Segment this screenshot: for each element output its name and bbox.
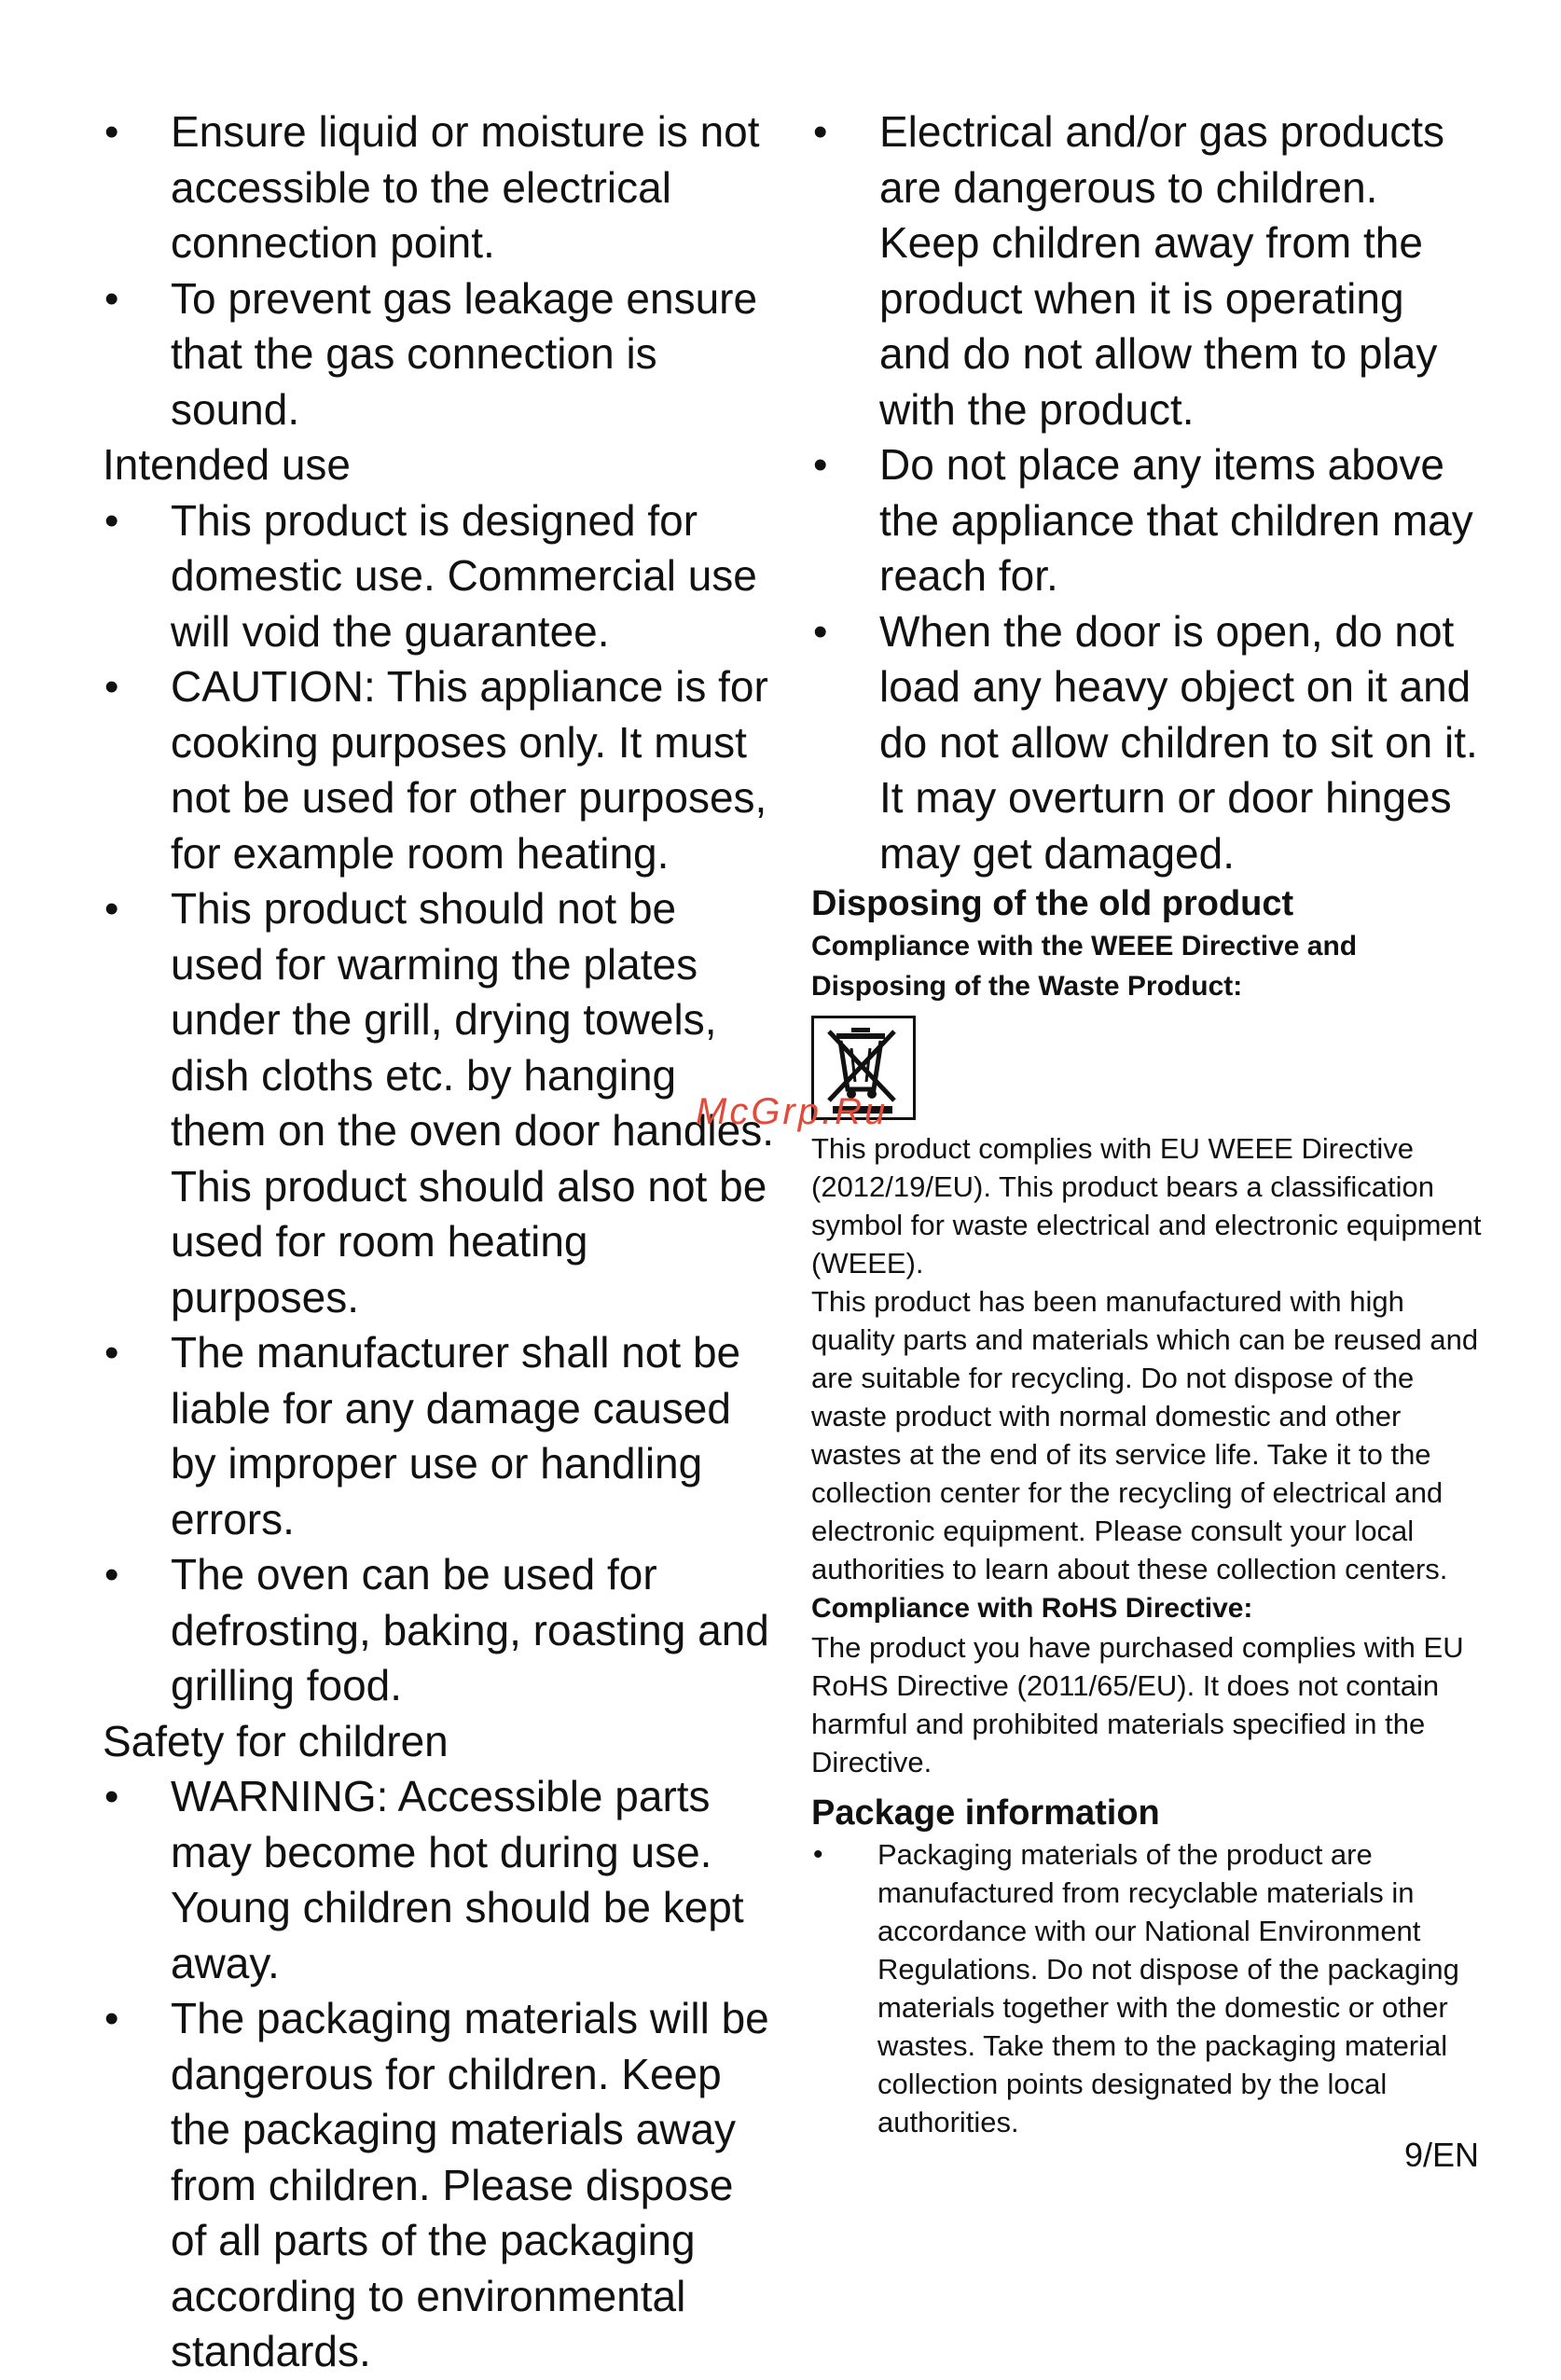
weee-subheading: Compliance with the WEEE Directive and Disposing of the Waste Product: (811, 931, 1358, 1002)
list-item-text: The manufacturer shall not be liable for any damage caused by improper use or handling errors. (171, 1328, 741, 1543)
bullet: • (104, 886, 119, 932)
list-item-text: This product should not be used for warming the plates under the grill, drying towels, dish cloths etc. by hanging them on the oven door handles. This product should also not be used for room heating purposes. (171, 884, 775, 1321)
bullet: • (813, 109, 828, 155)
list-item (103, 1325, 774, 1547)
list-item (103, 1991, 774, 2380)
list-item-text: CAUTION: This appliance is for cooking purposes only. It must not be used for other purposes, for example room heating. (171, 662, 768, 878)
list-item-text: Packaging materials of the product are manufactured from recyclable materials in accordance with our National Environment Regulations. Do not dispose of the packaging materials together with the domestic or other wastes. Take them to the packaging material collection points designated by the local authorities. (877, 1838, 1459, 2138)
bullet: • (104, 1330, 119, 1376)
safety-heading: Safety for children (103, 1716, 449, 1765)
rohs-subheading: Compliance with RoHS Directive: (811, 1593, 1253, 1624)
list-item (811, 104, 1483, 437)
bullet: • (104, 1996, 119, 2041)
disposing-heading: Disposing of the old product (811, 884, 1294, 923)
list-item (811, 604, 1483, 882)
rohs-paragraph: The product you have purchased complies with EU RoHS Directive (2011/65/EU). It does not contain harmful and prohibited materials specified in the Directive. (811, 1631, 1464, 1778)
watermark: McGrp.Ru (696, 1091, 889, 1132)
list-item (103, 271, 774, 438)
bullet: • (104, 497, 119, 544)
weee-paragraph-1: This product complies with EU WEEE Directive (2012/19/EU). This product bears a classification symbol for waste electrical and electronic equipment (WEEE). (811, 1132, 1482, 1280)
list-item (103, 659, 774, 881)
bullet: • (104, 664, 119, 710)
list-item-text: Electrical and/or gas products are dangerous to children. Keep children away from the product when it is operating and do not allow them to play with the product. (879, 107, 1444, 434)
bullet: • (813, 608, 828, 655)
bullet: • (104, 109, 119, 155)
package-heading: Package information (811, 1793, 1160, 1833)
list-item-text: When the door is open, do not load any heavy object on it and do not allow children to sit on it. It may overturn or door hinges may get damaged. (879, 606, 1478, 878)
list-item (103, 1769, 774, 1991)
bullet: • (813, 442, 828, 488)
list-item-text: To prevent gas leakage ensure that the gas connection is sound. (171, 273, 758, 434)
bullet: • (104, 1552, 119, 1598)
right-column (811, 104, 1483, 2141)
list-item-text: The packaging materials will be dangerous for children. Keep the packaging materials away from children. Please dispose of all parts of the packaging according to environmental standards. (171, 1994, 769, 2375)
bullet: • (813, 1839, 823, 1870)
list-item (103, 1547, 774, 1714)
list-item-text: WARNING: Accessible parts may become hot during use. Young children should be kept away. (171, 1772, 744, 1987)
list-item (811, 437, 1483, 604)
bullet: • (104, 1774, 119, 1820)
list-item (811, 1835, 1483, 2141)
list-item-text: Do not place any items above the appliance that children may reach for. (879, 440, 1473, 600)
page-number: 9/EN (1404, 2136, 1480, 2174)
list-item-text: This product is designed for domestic use. Commercial use will void the guarantee. (171, 495, 757, 656)
list-item-text: The oven can be used for defrosting, baking, roasting and grilling food. (171, 1550, 769, 1709)
list-item (103, 881, 774, 1325)
left-column (103, 104, 774, 2380)
list-item-text: Ensure liquid or moisture is not accessible to the electrical connection point. (171, 107, 760, 267)
list-item (103, 493, 774, 660)
weee-paragraph-2: This product has been manufactured with high quality parts and materials which can be reused and are suitable for recycling. Do not dispose of the waste product with normal domestic and other wastes at the end of its service life. Take it to the collection center for the recycling of electrical and electronic equipment. Please consult your local authorities to learn about these collection centers. (811, 1285, 1479, 1585)
intended-use-heading: Intended use (103, 440, 352, 489)
bullet: • (104, 275, 119, 322)
list-item (103, 104, 774, 271)
